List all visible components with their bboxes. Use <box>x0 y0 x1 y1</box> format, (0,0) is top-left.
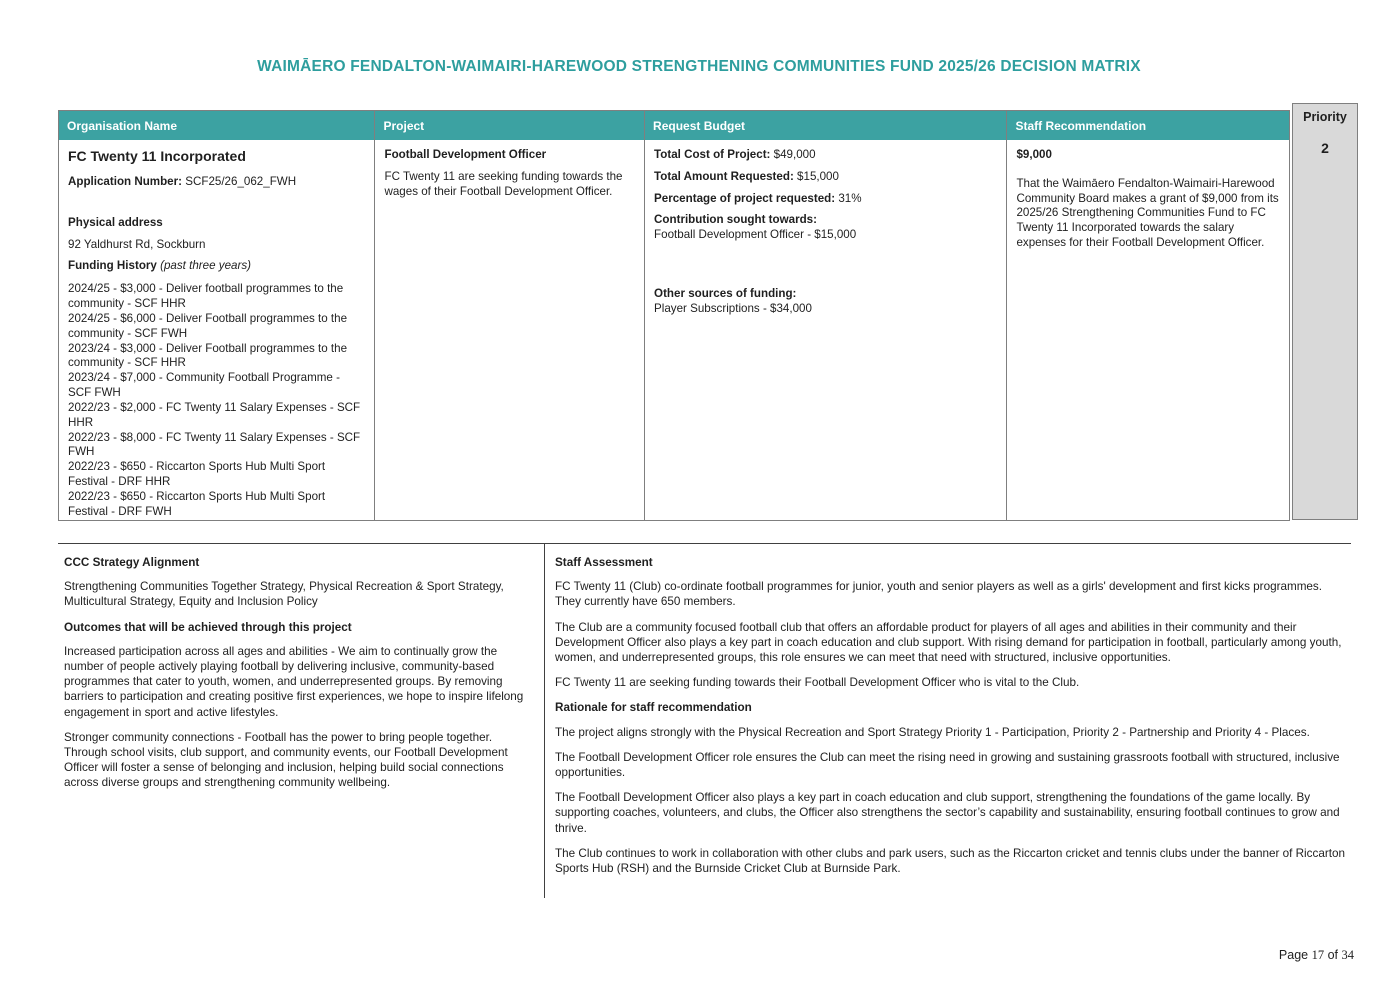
funding-history-item: 2022/23 - $650 - Riccarton Sports Hub Multi Sport Festival - DRF FWH <box>68 489 326 518</box>
cell-organisation <box>59 140 375 520</box>
details-section <box>58 543 1351 898</box>
application-number-line <box>68 175 365 190</box>
page-number-footer <box>1279 948 1354 963</box>
contribution-label: Contribution sought towards: <box>654 213 817 227</box>
physical-address-label: Physical address <box>68 215 163 229</box>
strategy-alignment-text: Strengthening Communities Together Strategy, Physical Recreation & Sport Strategy, Multicultural Strategy, Equity and Inclusion Policy <box>64 580 504 609</box>
contribution-value: Football Development Officer - $15,000 <box>654 228 857 242</box>
page-total: 34 <box>1341 948 1354 962</box>
cell-request-budget <box>645 140 1007 520</box>
recommendation-text: That the Waimāero Fendalton-Waimairi-Harewood Community Board makes a grant of $9,000 from its 2025/26 Strengthening Communities Fund to FC Twenty 11 Incorporated towards the salary expenses for their Football Development Officer. <box>1016 176 1279 250</box>
decision-matrix-table <box>58 110 1290 521</box>
project-title: Football Development Officer <box>384 148 547 161</box>
funding-history-item: 2022/23 - $650 - Riccarton Sports Hub Multi Sport Festival - DRF HHR <box>68 460 326 488</box>
ccc-strategy-heading: CCC Strategy Alignment <box>64 556 200 569</box>
total-cost-line <box>654 148 997 163</box>
application-number-value: SCF25/26_062_FWH <box>185 174 297 188</box>
application-number-label: Application Number: <box>68 174 183 188</box>
total-requested-label: Total Amount Requested: <box>654 169 794 183</box>
funding-history-list <box>68 282 365 519</box>
page-label: Page <box>1278 948 1309 962</box>
spacer <box>1016 163 1280 177</box>
rationale-paragraph: The Club continues to work in collaboration with other clubs and park users, such as the Riccarton cricket and tennis clubs under the banner of Riccarton Sports Hub (RSH) and the Burnside Cricket Club at Burnside Park. <box>555 846 1345 876</box>
funding-history-item: 2023/24 - $7,000 - Community Football Programme - SCF FWH <box>68 371 340 400</box>
project-description: FC Twenty 11 are seeking funding towards the wages of their Football Development Officer. <box>384 169 623 198</box>
table-header-row <box>59 111 1289 140</box>
header-staff-recommendation: Staff Recommendation <box>1015 118 1147 133</box>
funding-history-item: 2022/23 - $2,000 - FC Twenty 11 Salary Expenses - SCF HHR <box>68 400 361 429</box>
total-requested-line <box>654 170 997 185</box>
staff-assessment-heading: Staff Assessment <box>555 556 653 569</box>
spacer <box>654 243 997 287</box>
physical-address-value: 92 Yaldhurst Rd, Sockburn <box>68 237 206 251</box>
outcomes-paragraph: Increased participation across all ages and abilities - We aim to continually grow the number of people actively playing football by delivering inclusive, community-based programmes that cater to youth, women, and underrepresented groups. By removing barriers to participation and creating positive first experiences, we hope to inspire lifelong engagement in sport and active lifestyles. <box>64 644 524 719</box>
percentage-label: Percentage of project requested: <box>654 191 836 205</box>
total-cost-label: Total Cost of Project: <box>654 148 771 161</box>
funding-history-item: 2024/25 - $6,000 - Deliver Football programmes to the community - SCF FWH <box>68 311 348 340</box>
funding-history-item: 2022/23 - $8,000 - FC Twenty 11 Salary Expenses - SCF FWH <box>68 430 361 459</box>
other-sources-value: Player Subscriptions - $34,000 <box>654 301 812 315</box>
assessment-paragraph: FC Twenty 11 are seeking funding towards their Football Development Officer who is vital to the Club. <box>555 676 1080 690</box>
priority-value: 2 <box>1321 140 1329 156</box>
total-requested-value: $15,000 <box>797 169 839 183</box>
table-row <box>59 140 1289 520</box>
header-request-budget: Request Budget <box>645 111 1007 140</box>
other-sources-label: Other sources of funding: <box>654 287 797 301</box>
assessment-paragraph: FC Twenty 11 (Club) co-ordinate football programmes for junior, youth and senior players as well as a girls' development and first kicks programmes. They currently have 650 members. <box>555 580 1323 609</box>
staff-assessment-column <box>544 544 1351 898</box>
ccc-strategy-column <box>58 544 544 898</box>
cell-project <box>375 140 645 520</box>
percentage-line <box>654 192 997 207</box>
of-label: of <box>1327 948 1339 962</box>
rationale-paragraph: The Football Development Officer also plays a key part in coach education and club support, strengthening the foundations of the game locally. By supporting coaches, volunteers, and clubs, the Officer also strengthens the sector’s capability and sustainability, ensuring football continues to grow and thrive. <box>555 791 1340 835</box>
header-priority: Priority <box>1303 110 1347 124</box>
funding-history-heading <box>68 259 365 274</box>
assessment-paragraph: The Club are a community focused football club that offers an affordable product for players of all ages and abilities in their community and their Development Officer also plays a key part in coach education and club support. With rising demand for participation in football, particularly among youth, women, and underrepresented groups, this role ensures we can meet that need with structured, inclusive opportunities. <box>555 620 1342 665</box>
priority-column <box>1292 103 1358 520</box>
cell-staff-recommendation <box>1007 140 1289 520</box>
outcomes-heading: Outcomes that will be achieved through this project <box>64 620 352 634</box>
funding-history-item: 2023/24 - $3,000 - Deliver Football programmes to the community - SCF HHR <box>68 341 348 370</box>
page-number: 17 <box>1311 948 1325 962</box>
rationale-heading: Rationale for staff recommendation <box>555 701 752 715</box>
funding-history-note: (past three years) <box>160 259 251 273</box>
percentage-value: 31% <box>838 191 862 205</box>
total-cost-value: $49,000 <box>773 148 816 161</box>
header-organisation-name: Organisation Name <box>59 111 375 140</box>
header-project: Project <box>375 111 645 140</box>
page-title: WAIMĀERO FENDALTON-WAIMAIRI-HAREWOOD STRENGTHENING COMMUNITIES FUND 2025/26 DECISION MATRIX <box>257 58 1141 75</box>
rationale-paragraph: The project aligns strongly with the Physical Recreation and Sport Strategy Priority 1 - Participation, Priority 2 - Partnership and Priority 4 - Places. <box>555 725 1310 739</box>
funding-history-item: 2024/25 - $3,000 - Deliver football programmes to the community - SCF HHR <box>68 282 344 311</box>
outcomes-paragraph: Stronger community connections - Football has the power to bring people together. Through school visits, club support, and community events, our Football Development Officer will foster a sense of belonging and inclusion, helping build social connections across diverse groups and strengthening community wellbeing. <box>64 730 508 790</box>
rationale-paragraph: The Football Development Officer role ensures the Club can meet the rising need in growing and sustaining grassroots football with structured, inclusive opportunities. <box>555 750 1340 780</box>
funding-history-label: Funding History <box>68 259 157 273</box>
organisation-name: FC Twenty 11 Incorporated <box>68 148 246 164</box>
spacer <box>68 190 365 216</box>
recommendation-amount: $9,000 <box>1016 148 1052 161</box>
